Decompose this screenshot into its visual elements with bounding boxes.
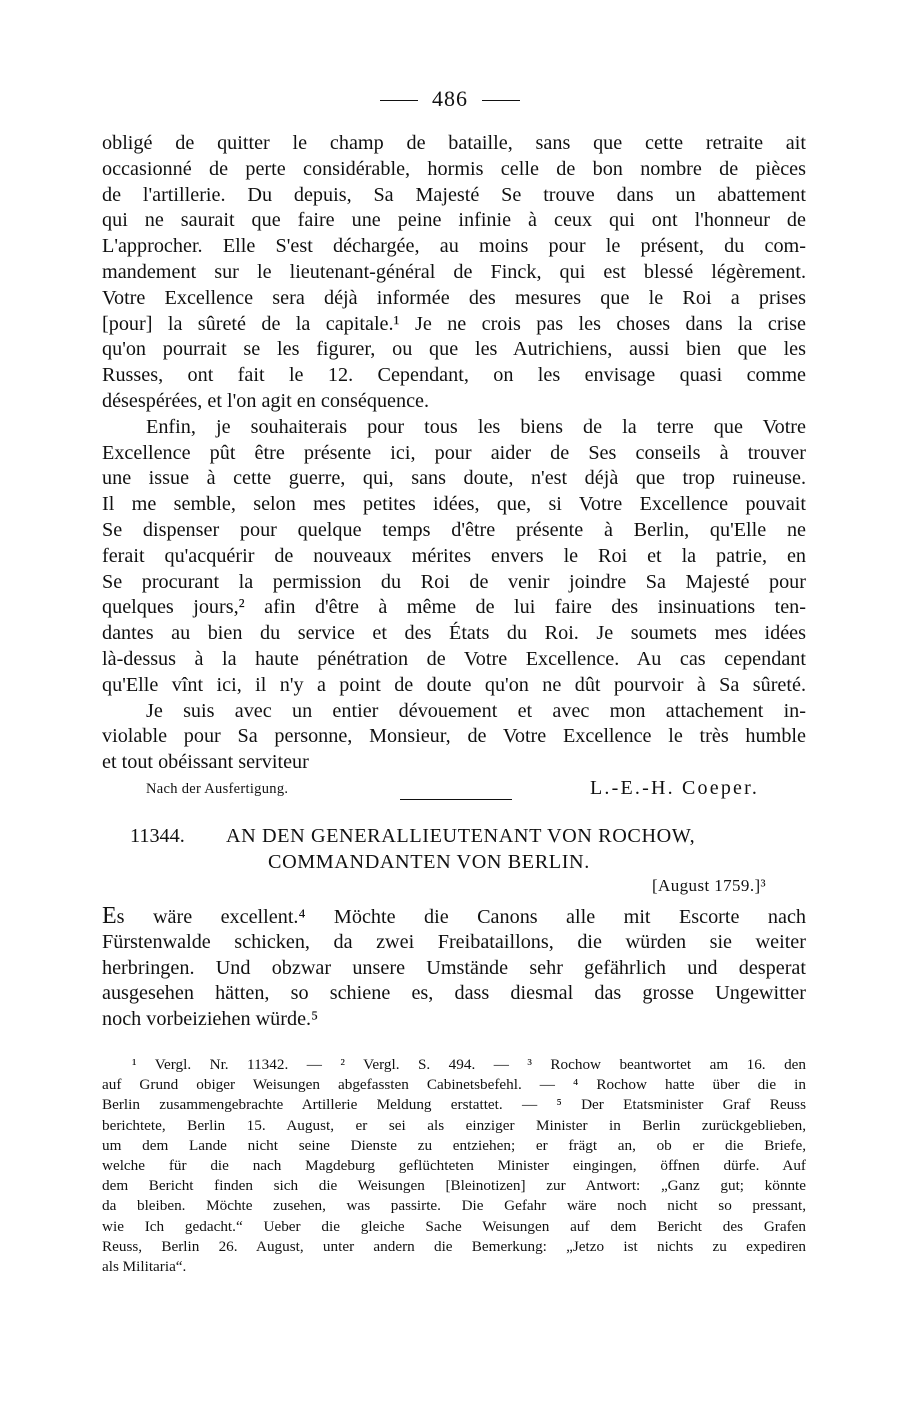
body-line: une issue à cette guerre, qui, sans doute, n'est déjà que trop ruineuse. <box>102 467 806 490</box>
heading-title-line-2: COMMANDANTEN VON BERLIN. <box>268 850 590 873</box>
footnote-line: welche für die nach Magdeburg geflüchteten Minister eingingen, öffnen dürfe. Auf <box>102 1156 806 1174</box>
letter-line: herbringen. Und obzwar unsere Umstände sehr gefährlich und desperat <box>102 956 806 979</box>
letter-line: ausgesehen hätten, so schiene es, dass diesmal das grosse Ungewitter <box>102 982 806 1005</box>
body-line: dantes au bien du service et des États du Roi. Je soumets mes idées <box>102 622 806 645</box>
footnote-line: auf Grund obiger Weisungen abgefassten Cabinetsbefehl. — ⁴ Rochow hatte über die in <box>102 1076 806 1094</box>
letter-line: noch vorbeiziehen würde.⁵ <box>102 1008 319 1031</box>
body-line: violable pour Sa personne, Monsieur, de Votre Excellence le très humble <box>102 725 806 748</box>
footnote-line: berichtete, Berlin 15. August, er sei als einziger Minister in Berlin zurückgeblieben, <box>102 1116 806 1134</box>
letter-line: Fürstenwalde schicken, da zwei Freibataillons, die würden sie weiter <box>102 930 806 953</box>
footnote-line: Reuss, Berlin 26. August, unter andern die Bemerkung: „Jetzo ist nichts zu expediren <box>102 1237 806 1255</box>
body-line: ferait qu'acquérir de nouveaux mérites envers le Roi et la patrie, en <box>102 544 806 567</box>
footnote-line: ¹ Vergl. Nr. 11342. — ² Vergl. S. 494. — ³ Rochow beantwortet am 16. den <box>132 1056 806 1073</box>
letter-text <box>102 904 806 1033</box>
body-line: qu'on pourrait se les figurer, ou que les Autrichiens, aussi bien que les <box>102 338 806 361</box>
section-divider <box>400 799 512 800</box>
body-line: L'approcher. Elle S'est déchargée, au moins pour le présent, du com- <box>102 235 806 258</box>
document-date: [August 1759.]³ <box>652 876 767 895</box>
letter-line <box>102 904 806 930</box>
letter-first-line: s wäre excellent.⁴ Möchte die Canons alle mit Escorte nach <box>116 906 806 928</box>
footnote-line: Berlin zusammengebrachte Artillerie Meldung erstattet. — ⁵ Der Etatsminister Graf Reuss <box>102 1096 806 1114</box>
signature: L.-E.-H. Coeper. <box>590 777 760 799</box>
body-line: obligé de quitter le champ de bataille, sans que cette retraite ait <box>102 132 806 154</box>
body-line: Se dispenser pour quelque temps d'être présente à Berlin, qu'Elle ne <box>102 518 806 541</box>
body-line: là-dessus à la haute pénétration de Votre Excellence. Au cas cependant <box>102 647 806 670</box>
body-line: occasionné de perte considérable, hormis celle de bon nombre de pièces <box>102 157 806 180</box>
source-note: Nach der Ausfertigung. <box>146 781 289 797</box>
body-line: Il me semble, selon mes petites idées, que, si Votre Excellence pouvait <box>102 493 806 516</box>
signoff <box>0 777 900 807</box>
body-line: désespérées, et l'on agit en conséquence. <box>102 389 430 412</box>
footnote-line: als Militaria“. <box>102 1257 187 1275</box>
page-number <box>0 86 900 112</box>
body-line: qu'Elle vînt ici, il n'y a point de doute qu'on ne dût pourvoir à Sa sûreté. <box>102 673 806 696</box>
footnote-line: um dem Lande nicht seine Dienste zu entziehen; er frägt an, ob er die Briefe, <box>102 1136 806 1154</box>
body-line: et tout obéissant serviteur <box>102 751 309 774</box>
body-line: Enfin, je souhaiterais pour tous les biens de la terre que Votre <box>146 415 806 438</box>
page-number-dash-right <box>482 100 520 101</box>
body-line: Votre Excellence sera déjà informée des mesures que le Roi a prises <box>102 286 806 309</box>
body-text <box>102 131 806 776</box>
footnotes <box>102 1055 806 1277</box>
footnote-line: da bleiben. Möchte zusehen, was passirte. Die Gefahr wäre noch nicht so pressant, <box>102 1197 806 1215</box>
page-number-dash-left <box>380 100 418 101</box>
body-line: qui ne saurait que faire une peine infinie à ceux qui ont l'honneur de <box>102 209 806 232</box>
body-line: mandement sur le lieutenant-général de Finck, qui est blessé légèrement. <box>102 260 806 283</box>
drop-cap: E <box>102 903 117 929</box>
body-line: Se procurant la permission du Roi de venir joindre Sa Majesté pour <box>102 570 806 593</box>
page-number-text: 486 <box>432 86 468 111</box>
body-line: de l'artillerie. Du depuis, Sa Majesté Se trouve dans un abattement <box>102 183 806 206</box>
footnote-line: wie Ich gedacht.“ Ueber die gleiche Sache Weisungen auf dem Bericht des Grafen <box>102 1217 806 1235</box>
footnote-line: dem Bericht finden sich die Weisungen [Bleinotizen] zur Antwort: „Ganz gut; könnte <box>102 1177 806 1195</box>
heading-title-line-1: AN DEN GENERALLIEUTENANT VON ROCHOW, <box>226 825 696 847</box>
body-line: [pour] la sûreté de la capitale.¹ Je ne crois pas les choses dans la crise <box>102 312 806 335</box>
body-line: Excellence pût être présente ici, pour aider de Ses conseils à trouver <box>102 441 806 464</box>
body-line: quelques jours,² afin d'être à même de lui faire des insinuations ten- <box>102 596 806 619</box>
body-line: Russes, ont fait le 12. Cependant, on les envisage quasi comme <box>102 364 806 387</box>
body-line: Je suis avec un entier dévouement et avec mon attachement in- <box>146 699 806 722</box>
document-number: 11344. <box>130 825 185 847</box>
